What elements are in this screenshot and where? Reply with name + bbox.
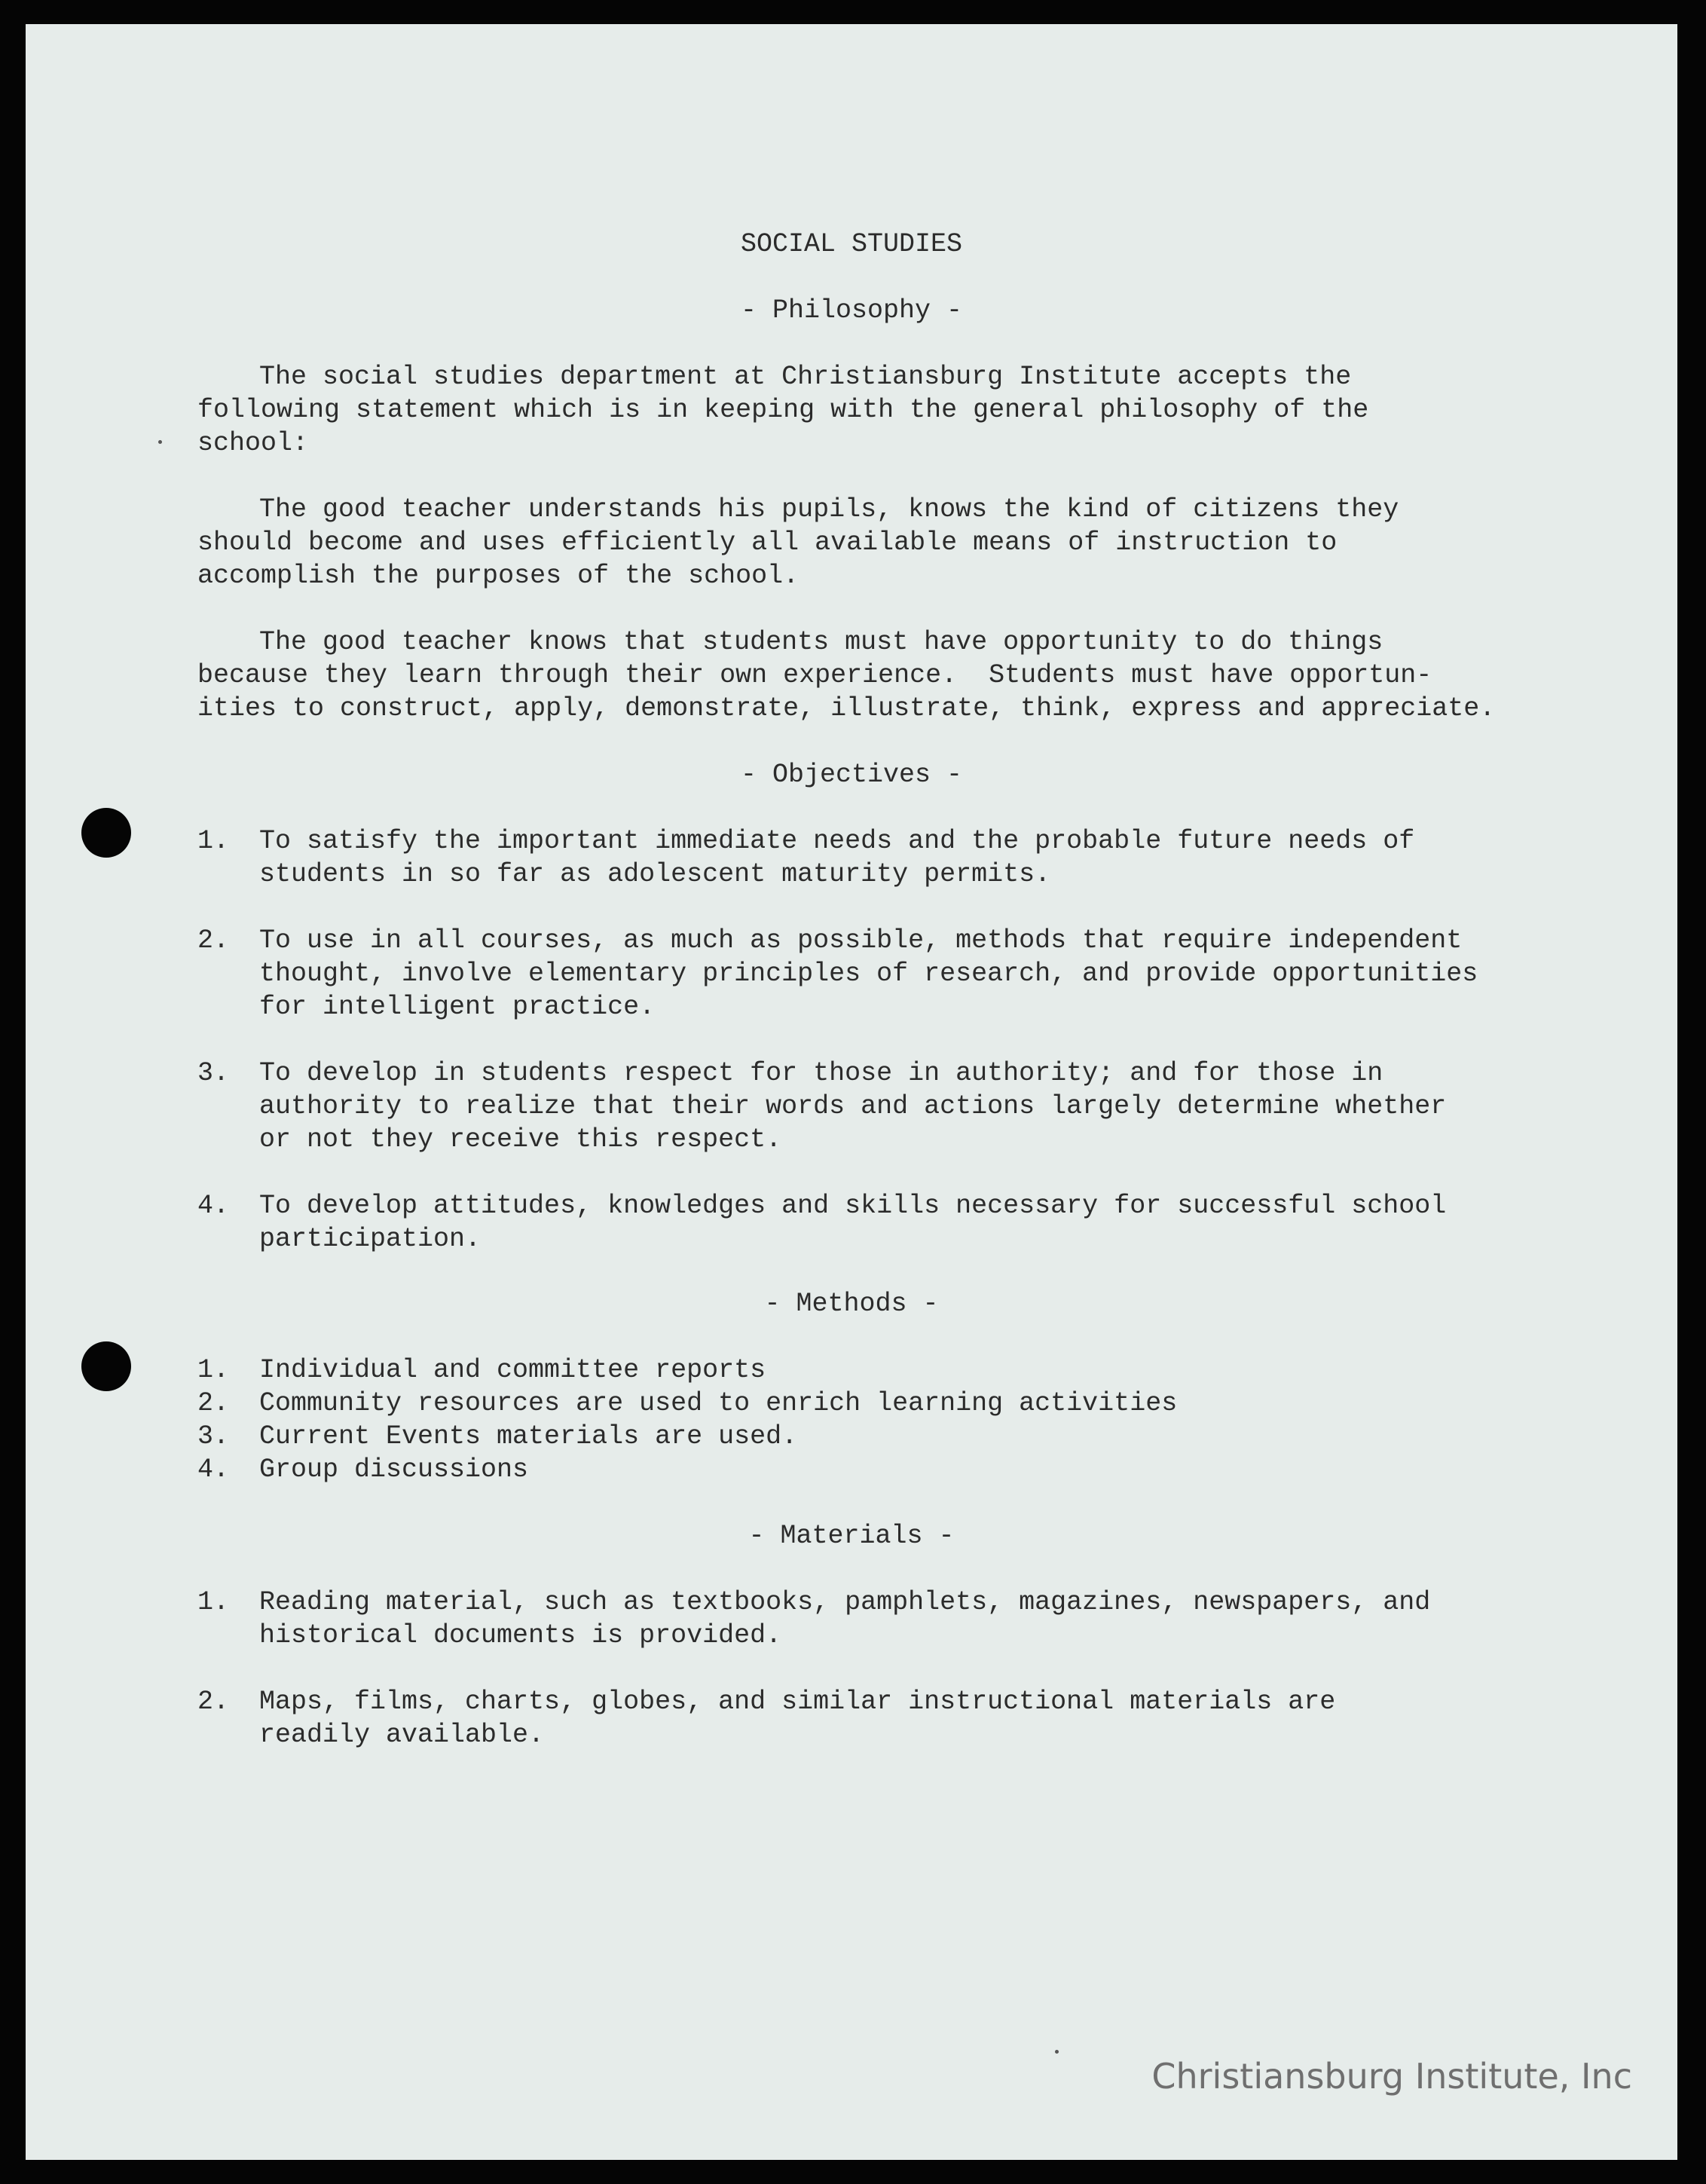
method-number: 4.: [197, 1454, 230, 1485]
objective-line: To develop in students respect for those in authority; and for those in: [259, 1058, 1383, 1088]
philosophy-paragraph-line: The good teacher knows that students must have opportunity to do things: [259, 627, 1383, 657]
objective-line: To develop attitudes, knowledges and skills necessary for successful school: [259, 1191, 1447, 1221]
philosophy-paragraph-line: The good teacher understands his pupils, knows the kind of citizens they: [259, 494, 1399, 525]
objective-line: thought, involve elementary principles of research, and provide opportunities: [259, 959, 1478, 989]
method-item: Individual and committee reports: [259, 1355, 766, 1385]
philosophy-paragraph-line: following statement which is in keeping with the general philosophy of the: [197, 395, 1369, 425]
method-number: 3.: [197, 1421, 230, 1451]
material-number: 1.: [197, 1587, 230, 1617]
philosophy-paragraph-line: school:: [197, 428, 309, 458]
materials-heading: - Materials -: [748, 1521, 955, 1551]
method-number: 1.: [197, 1355, 230, 1385]
methods-heading: - Methods -: [764, 1289, 939, 1319]
objective-number: 1.: [197, 826, 230, 856]
objective-number: 4.: [197, 1191, 230, 1221]
material-line: Reading material, such as textbooks, pamphlets, magazines, newspapers, and: [259, 1587, 1431, 1617]
typed-document: [26, 24, 1677, 2160]
objective-number: 3.: [197, 1058, 230, 1088]
objective-line: students in so far as adolescent maturity permits.: [259, 859, 1051, 889]
objective-line: authority to realize that their words and actions largely determine whether: [259, 1091, 1447, 1121]
material-line: readily available.: [259, 1720, 545, 1750]
method-item: Group discussions: [259, 1454, 529, 1485]
objective-line: To satisfy the important immediate needs and the probable future needs of: [259, 826, 1415, 856]
method-item: Community resources are used to enrich learning activities: [259, 1388, 1178, 1418]
philosophy-paragraph-line: accomplish the purposes of the school.: [197, 561, 799, 591]
material-line: Maps, films, charts, globes, and similar instructional materials are: [259, 1687, 1336, 1717]
objective-line: participation.: [259, 1224, 482, 1254]
objective-line: To use in all courses, as much as possible, methods that require independent: [259, 925, 1463, 956]
philosophy-paragraph-line: should become and uses efficiently all available means of instruction to: [197, 528, 1338, 558]
material-number: 2.: [197, 1687, 230, 1717]
objective-line: or not they receive this respect.: [259, 1124, 782, 1155]
objective-number: 2.: [197, 925, 230, 956]
philosophy-paragraph-line: The social studies department at Christiansburg Institute accepts the: [259, 362, 1352, 392]
objectives-heading: - Objectives -: [740, 760, 963, 790]
document-title: SOCIAL STUDIES: [740, 229, 963, 259]
philosophy-heading: - Philosophy -: [740, 295, 963, 326]
method-item: Current Events materials are used.: [259, 1421, 798, 1451]
watermark-text: Christiansburg Institute, Inc: [1151, 2056, 1632, 2097]
paper-sheet: [26, 24, 1677, 2160]
philosophy-paragraph-line: because they learn through their own experience. Students must have opportun-: [197, 660, 1432, 690]
method-number: 2.: [197, 1388, 230, 1418]
objective-line: for intelligent practice.: [259, 992, 656, 1022]
philosophy-paragraph-line: ities to construct, apply, demonstrate, illustrate, think, express and appreciate.: [197, 693, 1496, 723]
material-line: historical documents is provided.: [259, 1620, 782, 1650]
